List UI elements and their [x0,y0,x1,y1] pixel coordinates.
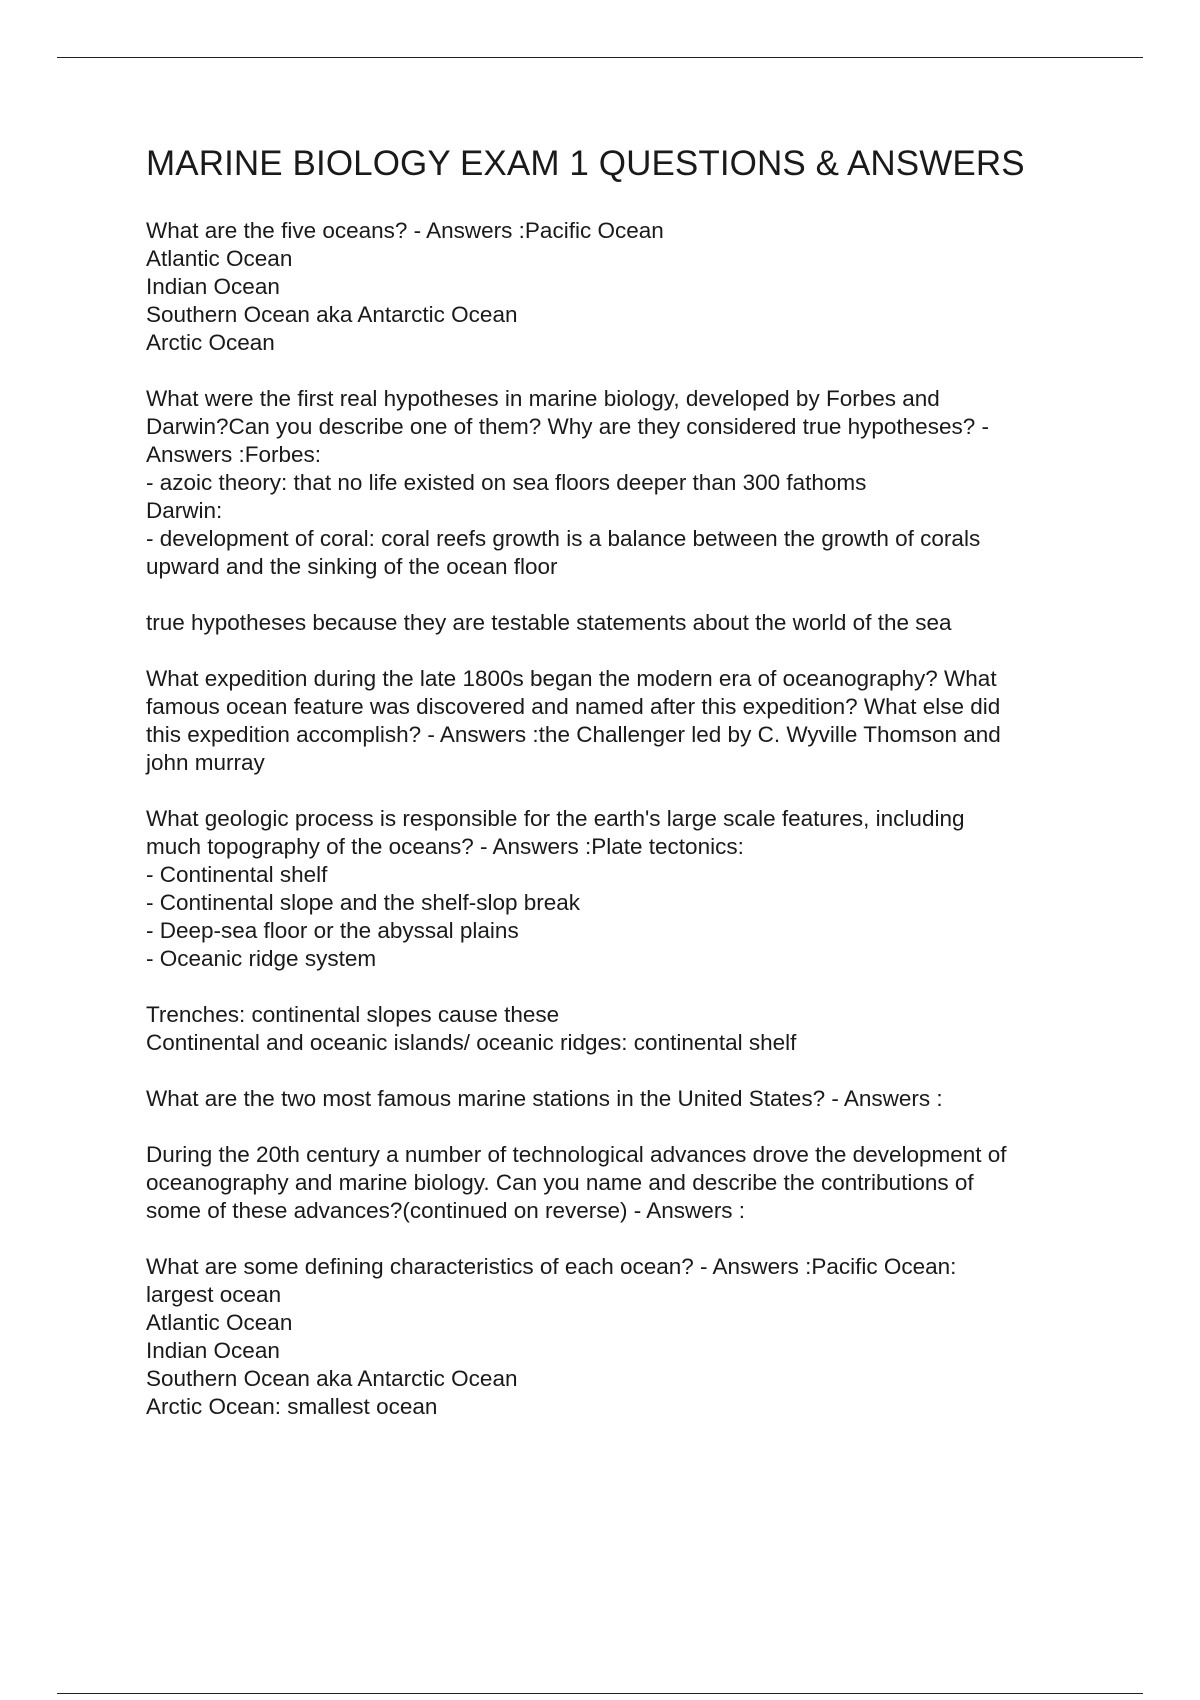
text-line: Southern Ocean aka Antarctic Ocean [146,302,518,327]
blank-line [146,973,1076,1001]
text-line: Atlantic Ocean [146,1310,293,1335]
text-line: Continental and oceanic islands/ oceanic ridges: continental shelf [146,1030,797,1055]
text-line: some of these advances?(continued on reverse) - Answers : [146,1198,746,1223]
page-title: MARINE BIOLOGY EXAM 1 QUESTIONS & ANSWERS [146,144,1025,183]
text-line: Indian Ocean [146,274,280,299]
qa-entry-2 [146,385,1076,637]
qa-entry-5 [146,1085,1076,1113]
text-line: john murray [146,750,265,775]
text-line: Answers :Forbes: [146,442,322,467]
text-line: Trenches: continental slopes cause these [146,1002,560,1027]
qa-entry-3 [146,665,1076,777]
text-line: Southern Ocean aka Antarctic Ocean [146,1366,518,1391]
text-line: - Deep-sea floor or the abyssal plains [146,918,519,943]
qa-entry-1 [146,217,1076,357]
text-line: this expedition accomplish? - Answers :the Challenger led by C. Wyville Thomson and [146,722,1001,747]
bottom-rule [57,1693,1143,1694]
text-line: upward and the sinking of the ocean floor [146,554,558,579]
blank-line [146,581,1076,609]
text-line: largest ocean [146,1282,282,1307]
text-line: Arctic Ocean [146,330,275,355]
text-line: much topography of the oceans? - Answers :Plate tectonics: [146,834,744,859]
text-line: What are some defining characteristics of each ocean? - Answers :Pacific Ocean: [146,1254,957,1279]
text-line: What expedition during the late 1800s began the modern era of oceanography? What [146,666,997,691]
text-line: - Continental shelf [146,862,328,887]
text-line: Darwin?Can you describe one of them? Why are they considered true hypotheses? - [146,414,989,439]
text-line: What geologic process is responsible for the earth's large scale features, including [146,806,965,831]
text-line: What are the five oceans? - Answers :Pacific Ocean [146,218,664,243]
top-rule [57,57,1143,58]
qa-entry-7 [146,1253,1076,1421]
text-line: - Oceanic ridge system [146,946,377,971]
qa-entry-6 [146,1141,1076,1225]
text-line: What are the two most famous marine stations in the United States? - Answers : [146,1086,943,1111]
text-line: - Continental slope and the shelf-slop break [146,890,581,915]
text-line: What were the first real hypotheses in marine biology, developed by Forbes and [146,386,940,411]
qa-entry-4 [146,805,1076,1057]
text-line: true hypotheses because they are testable statements about the world of the sea [146,610,952,635]
text-line: Arctic Ocean: smallest ocean [146,1394,438,1419]
text-line: - development of coral: coral reefs growth is a balance between the growth of corals [146,526,981,551]
text-line: - azoic theory: that no life existed on sea floors deeper than 300 fathoms [146,470,867,495]
text-line: During the 20th century a number of technological advances drove the development of [146,1142,1007,1167]
document-page [146,140,1076,1449]
text-line: Indian Ocean [146,1338,280,1363]
text-line: famous ocean feature was discovered and named after this expedition? What else did [146,694,1001,719]
text-line: Atlantic Ocean [146,246,293,271]
text-line: oceanography and marine biology. Can you name and describe the contributions of [146,1170,974,1195]
text-line: Darwin: [146,498,223,523]
